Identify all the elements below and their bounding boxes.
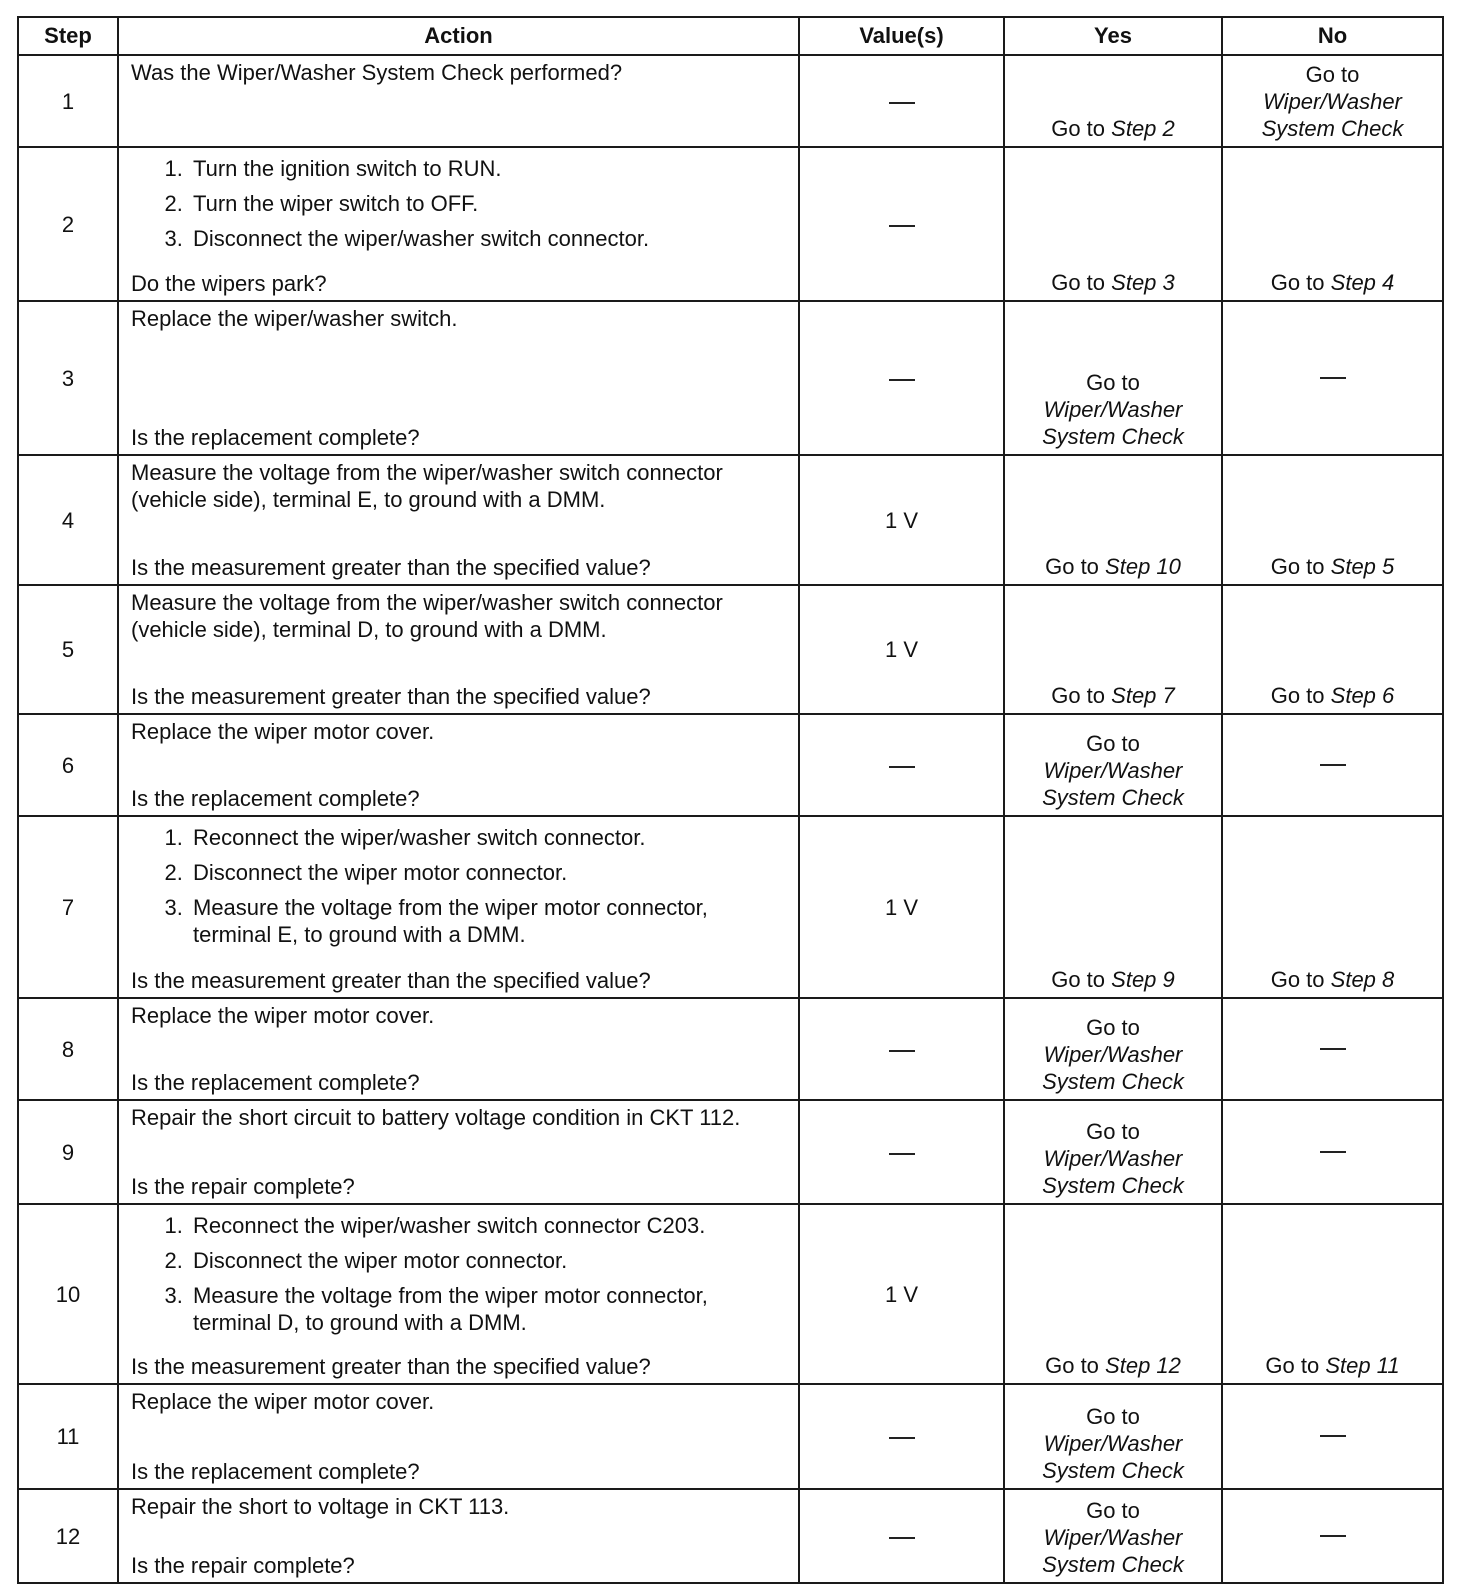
- yes-goto-prefix: Go to: [1086, 370, 1140, 395]
- yes-cell: [1004, 1204, 1222, 1384]
- dash-mark: [889, 1153, 915, 1155]
- action-content: [119, 1385, 798, 1488]
- action-content: [119, 456, 798, 584]
- no-step-link[interactable]: Step 8: [1330, 967, 1395, 992]
- yes-cell: [1004, 55, 1222, 147]
- value-cell: [799, 998, 1004, 1100]
- value-cell: [799, 55, 1004, 147]
- action-question: Is the replacement complete?: [131, 425, 420, 450]
- action-content: [119, 302, 798, 454]
- dash-mark: [889, 379, 915, 381]
- spec-value: 1 V: [884, 637, 919, 662]
- no-cell: [1222, 1100, 1443, 1204]
- system-check-line-1: Wiper/Washer: [1043, 1146, 1183, 1171]
- system-check-line-2: System Check: [1042, 424, 1184, 449]
- dash-mark: [1320, 1048, 1346, 1050]
- dash-mark: [1320, 764, 1346, 766]
- spec-value: 1 V: [884, 507, 919, 533]
- step-number: 2: [18, 147, 118, 301]
- action-step-item: 2. Turn the wiper switch to OFF.: [189, 190, 786, 217]
- step-number: 9: [18, 1100, 118, 1204]
- action-content: [119, 1205, 798, 1383]
- action-steps-list: [131, 1212, 786, 1336]
- yes-step-link[interactable]: Step 7: [1111, 683, 1175, 708]
- action-cell: [118, 816, 799, 998]
- step-number: 6: [18, 714, 118, 816]
- action-cell: [118, 301, 799, 455]
- action-cell: [118, 1204, 799, 1384]
- yes-cell: [1004, 147, 1222, 301]
- value-cell: [799, 1204, 1004, 1384]
- system-check-line-2: System Check: [1042, 1458, 1184, 1483]
- action-step-item: 1. Reconnect the wiper/washer switch connector C203.: [189, 1212, 786, 1239]
- header-no: No: [1222, 17, 1443, 55]
- no-goto-prefix: Go to: [1265, 1353, 1320, 1378]
- action-question: Is the measurement greater than the specified value?: [131, 1354, 651, 1379]
- step-number: 7: [18, 816, 118, 998]
- yes-cell: [1004, 301, 1222, 455]
- action-content: [119, 1490, 798, 1582]
- table-row: [18, 301, 1443, 455]
- yes-goto-prefix: Go to: [1051, 116, 1106, 141]
- spec-value: 1 V: [884, 1281, 919, 1307]
- action-step-item: 2. Disconnect the wiper motor connector.: [189, 1247, 786, 1274]
- table-row: [18, 147, 1443, 301]
- value-cell: [799, 585, 1004, 714]
- no-cell: [1222, 585, 1443, 714]
- action-question: Is the measurement greater than the specified value?: [131, 684, 651, 709]
- step-number: 8: [18, 998, 118, 1100]
- action-step-item: 1. Turn the ignition switch to RUN.: [189, 155, 786, 182]
- system-check-line-2: System Check: [1042, 1552, 1184, 1577]
- yes-goto-prefix: Go to: [1086, 1498, 1140, 1523]
- yes-system-check-link[interactable]: [1005, 1118, 1221, 1199]
- table-row: [18, 1384, 1443, 1489]
- header-step: Step: [18, 17, 118, 55]
- system-check-line-1: Wiper/Washer: [1043, 1525, 1183, 1550]
- action-cell: [118, 585, 799, 714]
- action-top: [131, 589, 786, 643]
- dash-mark: [889, 1537, 915, 1539]
- step-number: 5: [18, 585, 118, 714]
- action-question: Is the replacement complete?: [131, 1459, 420, 1484]
- action-content: [119, 1101, 798, 1203]
- dash-mark: [1320, 1435, 1346, 1437]
- value-cell: [799, 1384, 1004, 1489]
- yes-goto-prefix: Go to: [1045, 1353, 1099, 1378]
- yes-system-check-link[interactable]: [1005, 730, 1221, 811]
- no-goto-prefix: Go to: [1270, 554, 1325, 579]
- no-goto-prefix: Go to: [1270, 967, 1325, 992]
- action-instruction: Repair the short circuit to battery voltage condition in CKT 112.: [131, 1105, 741, 1130]
- action-content: [119, 586, 798, 713]
- action-content: [119, 56, 798, 146]
- yes-step-link[interactable]: Step 10: [1105, 554, 1181, 579]
- action-cell: [118, 455, 799, 585]
- yes-goto-prefix: Go to: [1086, 731, 1140, 756]
- action-question: Is the replacement complete?: [131, 786, 420, 811]
- yes-cell: [1004, 1100, 1222, 1204]
- action-question: Do the wipers park?: [131, 271, 327, 296]
- action-cell: [118, 1489, 799, 1583]
- no-step-link[interactable]: Step 5: [1330, 554, 1395, 579]
- action-cell: [118, 1100, 799, 1204]
- system-check-line-2: System Check: [1261, 116, 1404, 141]
- yes-step-link[interactable]: Step 3: [1111, 270, 1175, 295]
- dash-mark: [1320, 1535, 1346, 1537]
- yes-step-link[interactable]: Step 2: [1111, 116, 1175, 141]
- action-top: [131, 459, 786, 513]
- table-row: [18, 55, 1443, 147]
- no-cell: [1222, 816, 1443, 998]
- action-top: [131, 59, 786, 86]
- action-question: Is the repair complete?: [131, 1174, 355, 1199]
- step-number: 12: [18, 1489, 118, 1583]
- no-cell: [1222, 1384, 1443, 1489]
- action-instruction: Replace the wiper motor cover.: [131, 1389, 435, 1414]
- dash-mark: [1320, 377, 1346, 379]
- action-top: [131, 1104, 786, 1131]
- yes-goto-prefix: Go to: [1051, 270, 1106, 295]
- no-cell: [1222, 714, 1443, 816]
- action-content: [119, 715, 798, 815]
- table-row: [18, 1100, 1443, 1204]
- action-instruction: Repair the short to voltage in CKT 113.: [131, 1494, 510, 1519]
- step-number: 10: [18, 1204, 118, 1384]
- action-question: Is the measurement greater than the specified value?: [131, 968, 651, 993]
- action-top: [131, 1388, 786, 1415]
- value-cell: [799, 1100, 1004, 1204]
- spec-value: 1 V: [884, 894, 919, 920]
- action-question: Is the repair complete?: [131, 1553, 355, 1578]
- no-cell: [1222, 147, 1443, 301]
- action-steps-list: [131, 155, 786, 252]
- yes-goto-prefix: Go to: [1086, 1015, 1140, 1040]
- dash-mark: [889, 1050, 915, 1052]
- table-row: [18, 455, 1443, 585]
- yes-goto-prefix: Go to: [1086, 1404, 1140, 1429]
- step-number: 3: [18, 301, 118, 455]
- action-top: [131, 305, 786, 332]
- no-cell: [1222, 1489, 1443, 1583]
- action-instruction: Was the Wiper/Washer System Check performed?: [131, 60, 623, 85]
- step-number: 4: [18, 455, 118, 585]
- action-cell: [118, 147, 799, 301]
- dash-mark: [889, 102, 915, 104]
- no-system-check-link[interactable]: [1223, 61, 1442, 142]
- action-question: Is the measurement greater than the specified value?: [131, 555, 651, 580]
- step-number: 11: [18, 1384, 118, 1489]
- action-top: [131, 820, 786, 950]
- yes-step-link[interactable]: Step 12: [1105, 1353, 1181, 1378]
- system-check-line-1: Wiper/Washer: [1043, 758, 1183, 783]
- system-check-line-2: System Check: [1042, 1173, 1184, 1198]
- no-cell: [1222, 455, 1443, 585]
- action-instruction: Measure the voltage from the wiper/washer switch connector (vehicle side), terminal E, to ground with a DMM.: [131, 460, 723, 512]
- goto-line: [1005, 1497, 1221, 1524]
- yes-goto-prefix: Go to: [1086, 1119, 1140, 1144]
- table-row: [18, 585, 1443, 714]
- diagnostic-table: [17, 16, 1444, 1584]
- action-step-item: 1. Reconnect the wiper/washer switch connector.: [189, 824, 786, 851]
- value-cell: [799, 301, 1004, 455]
- action-content: [119, 999, 798, 1099]
- system-check-line-1: Wiper/Washer: [1043, 1042, 1183, 1067]
- action-cell: [118, 998, 799, 1100]
- action-top: [131, 1002, 786, 1029]
- yes-system-check-link[interactable]: [1005, 369, 1221, 450]
- no-step-link[interactable]: Step 4: [1330, 270, 1395, 295]
- yes-cell: [1004, 1489, 1222, 1583]
- action-step-item: 2. Disconnect the wiper motor connector.: [189, 859, 786, 886]
- table-row: [18, 998, 1443, 1100]
- yes-cell: [1004, 714, 1222, 816]
- dash-mark: [1320, 1151, 1346, 1153]
- table-row: [18, 714, 1443, 816]
- action-step-item: 3. Measure the voltage from the wiper motor connector, terminal D, to ground with a DMM.: [189, 1282, 786, 1336]
- value-cell: [799, 714, 1004, 816]
- no-step-link[interactable]: Step 11: [1325, 1353, 1400, 1378]
- step-number: 1: [18, 55, 118, 147]
- action-top: [131, 1493, 786, 1520]
- no-goto-prefix: Go to: [1270, 270, 1325, 295]
- action-instruction: Replace the wiper/washer switch.: [131, 306, 458, 331]
- goto-line: [1005, 730, 1221, 757]
- value-cell: [799, 455, 1004, 585]
- no-goto-prefix: Go to: [1270, 683, 1325, 708]
- system-check-line-2: System Check: [1042, 1069, 1184, 1094]
- dash-mark: [889, 225, 915, 227]
- value-cell: [799, 1489, 1004, 1583]
- dash-mark: [889, 1437, 915, 1439]
- no-cell: [1222, 1204, 1443, 1384]
- no-cell: [1222, 301, 1443, 455]
- value-cell: [799, 147, 1004, 301]
- yes-goto-prefix: Go to: [1051, 683, 1106, 708]
- action-instruction: Replace the wiper motor cover.: [131, 1003, 435, 1028]
- yes-cell: [1004, 1384, 1222, 1489]
- yes-system-check-link[interactable]: [1005, 1497, 1221, 1578]
- action-cell: [118, 1384, 799, 1489]
- yes-goto-prefix: Go to: [1045, 554, 1099, 579]
- yes-cell: [1004, 585, 1222, 714]
- header-row: [18, 17, 1443, 55]
- yes-goto-prefix: Go to: [1051, 967, 1106, 992]
- goto-line: [1005, 1118, 1221, 1145]
- yes-cell: [1004, 816, 1222, 998]
- no-cell: [1222, 55, 1443, 147]
- action-content: [119, 817, 798, 997]
- header-values: Value(s): [799, 17, 1004, 55]
- action-cell: [118, 714, 799, 816]
- no-step-link[interactable]: Step 6: [1330, 683, 1395, 708]
- table-row: [18, 1204, 1443, 1384]
- action-step-item: 3. Disconnect the wiper/washer switch connector.: [189, 225, 786, 252]
- value-cell: [799, 816, 1004, 998]
- action-instruction: Measure the voltage from the wiper/washer switch connector (vehicle side), terminal D, to ground with a DMM.: [131, 590, 723, 642]
- goto-line: [1005, 369, 1221, 396]
- yes-system-check-link[interactable]: [1005, 1403, 1221, 1484]
- header-action: Action: [118, 17, 799, 55]
- action-instruction: Replace the wiper motor cover.: [131, 719, 435, 744]
- table-row: [18, 816, 1443, 998]
- action-cell: [118, 55, 799, 147]
- system-check-line-1: Wiper/Washer: [1043, 1431, 1183, 1456]
- action-top: [131, 1208, 786, 1338]
- yes-cell: [1004, 998, 1222, 1100]
- no-goto-prefix: Go to: [1305, 62, 1360, 87]
- dash-mark: [889, 766, 915, 768]
- goto-line: [1005, 1014, 1221, 1041]
- action-steps-list: [131, 824, 786, 948]
- action-content: [119, 148, 798, 300]
- yes-step-link[interactable]: Step 9: [1111, 967, 1175, 992]
- yes-cell: [1004, 455, 1222, 585]
- system-check-line-1: Wiper/Washer: [1263, 89, 1402, 114]
- header-yes: Yes: [1004, 17, 1222, 55]
- no-cell: [1222, 998, 1443, 1100]
- action-question: Is the replacement complete?: [131, 1070, 420, 1095]
- system-check-line-2: System Check: [1042, 785, 1184, 810]
- goto-line: [1223, 61, 1442, 88]
- goto-line: [1005, 1403, 1221, 1430]
- yes-system-check-link[interactable]: [1005, 1014, 1221, 1095]
- action-top: [131, 151, 786, 254]
- table-row: [18, 1489, 1443, 1583]
- table-body: [18, 55, 1443, 1583]
- action-step-item: 3. Measure the voltage from the wiper motor connector, terminal E, to ground with a DMM.: [189, 894, 786, 948]
- system-check-line-1: Wiper/Washer: [1043, 397, 1183, 422]
- action-top: [131, 718, 786, 745]
